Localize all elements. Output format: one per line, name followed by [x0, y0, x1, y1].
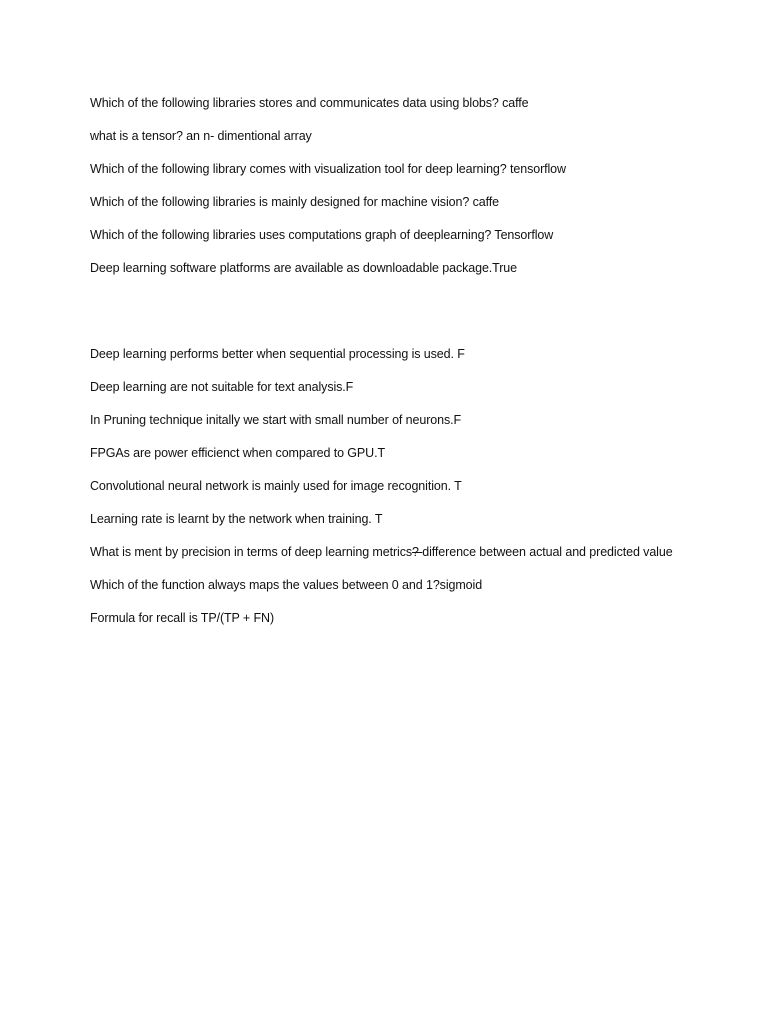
qa-line: Which of the following libraries uses computations graph of deeplearning? Tensorflow	[90, 228, 554, 242]
qa-line: what is a tensor? an n- dimentional array	[90, 129, 312, 143]
qa-line: Which of the following library comes with visualization tool for deep learning? tensorflow	[90, 162, 566, 176]
qa-line: Learning rate is learnt by the network when training. T	[90, 512, 383, 526]
qa-line: Which of the following libraries is mainly designed for machine vision? caffe	[90, 195, 499, 209]
precision-answer: difference between actual and predicted value	[422, 545, 673, 559]
qa-line: Deep learning performs better when sequential processing is used. F	[90, 347, 465, 361]
paragraph-gap	[90, 291, 690, 344]
qa-line-precision	[90, 542, 690, 562]
precision-question: What is ment by precision in terms of deep learning metrics	[90, 545, 413, 559]
qa-line: Convolutional neural network is mainly used for image recognition. T	[90, 479, 462, 493]
qa-line: Which of the following libraries stores and communicates data using blobs? caffe	[90, 96, 529, 110]
struck-question-mark: ?	[412, 545, 423, 559]
qa-line: Deep learning are not suitable for text analysis.F	[90, 380, 354, 394]
qa-line: Deep learning software platforms are available as downloadable package.True	[90, 261, 518, 275]
qa-line: FPGAs are power efficienct when compared to GPU.T	[90, 446, 385, 460]
qa-line: Formula for recall is TP/(TP + FN)	[90, 611, 275, 625]
qa-line: In Pruning technique initally we start with small number of neurons.F	[90, 413, 462, 427]
document-content	[90, 93, 690, 641]
qa-line: Which of the function always maps the values between 0 and 1?sigmoid	[90, 578, 483, 592]
